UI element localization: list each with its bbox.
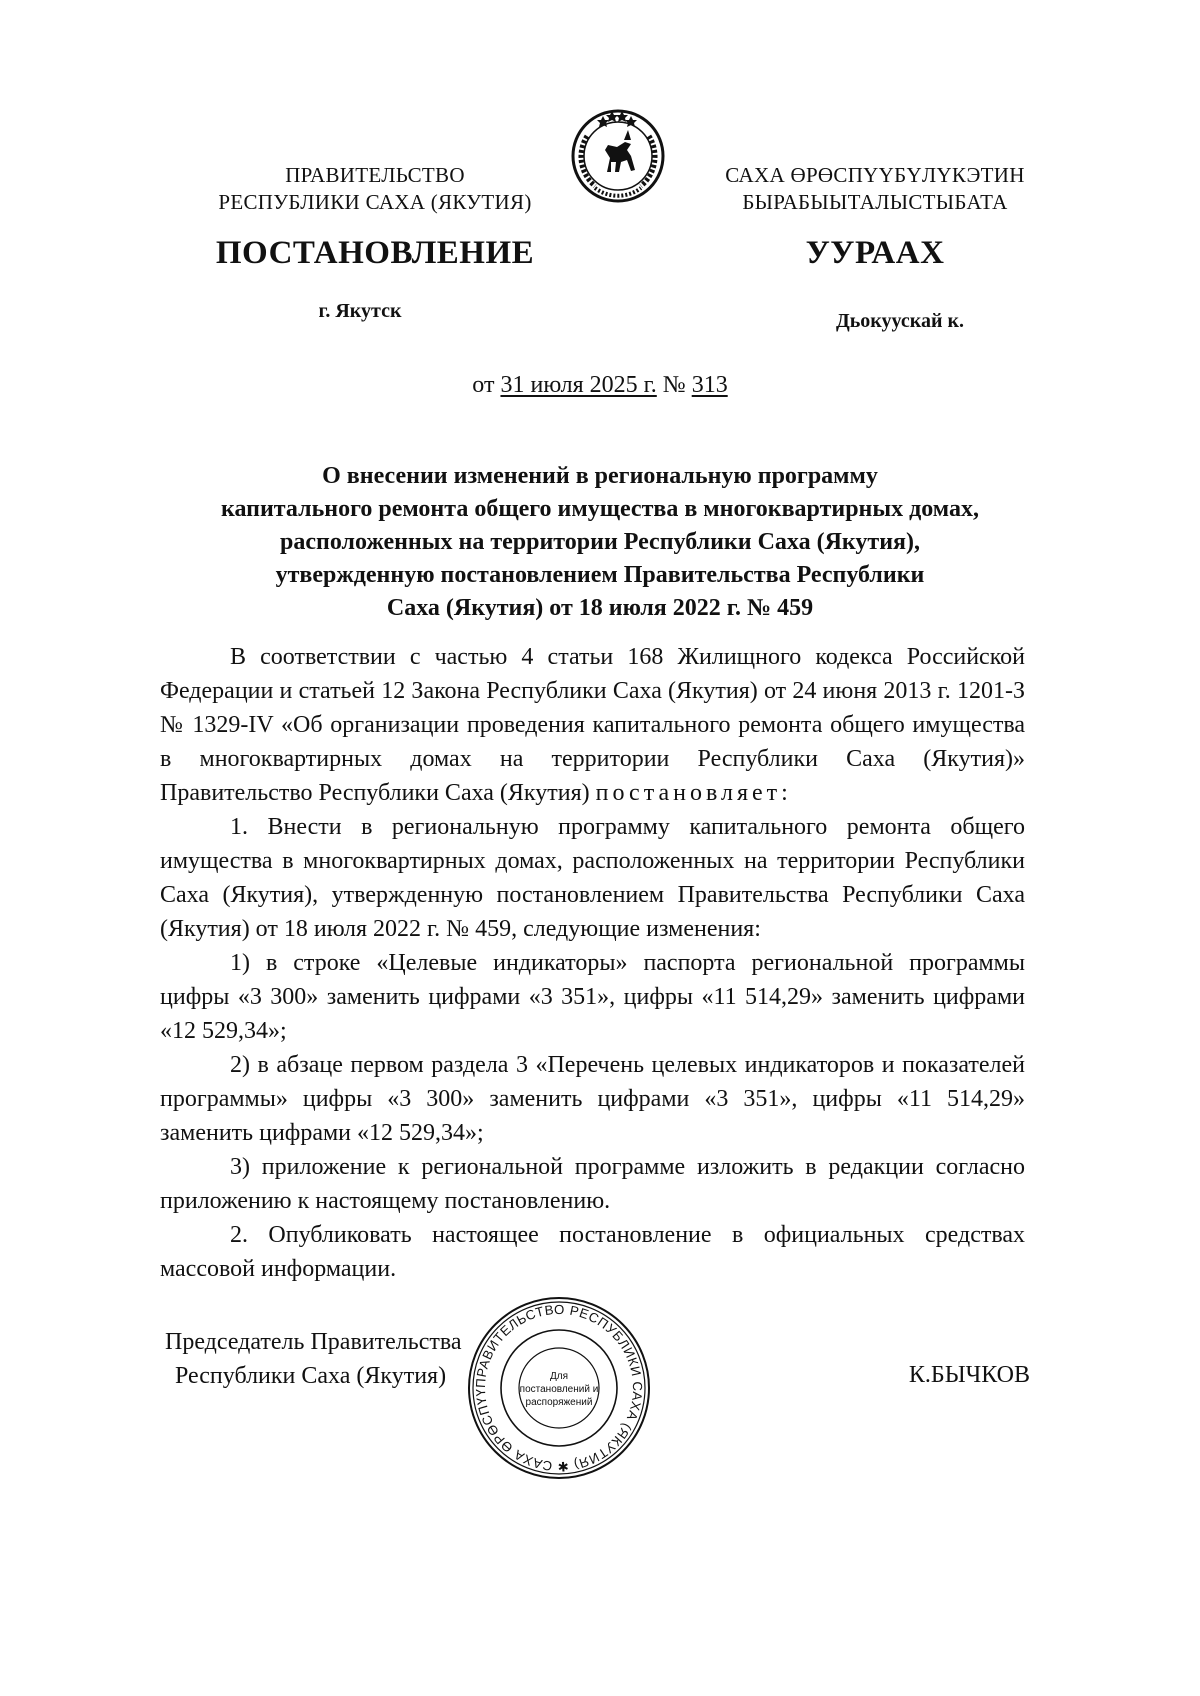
org-name-sakha-line2: БЫРАБЫЫТАЛЫСТЫБАТА: [742, 190, 1008, 214]
stamp-outer-text: ПРАВИТЕЛЬСТВО РЕСПУБЛИКИ САХА (ЯКУТИЯ) ✱ САХА ӨРӨСПҮҮ: [472, 1301, 646, 1475]
item-1-3: 3) приложение к региональной программе изложить в редакции согласно приложению к настоящему постановлению.: [160, 1154, 1025, 1214]
document-title: [160, 460, 1040, 625]
signatory-position-line2: Республики Саха (Якутия): [175, 1363, 447, 1389]
stamp-inner-line3: распоряжений: [525, 1397, 593, 1408]
preamble-text: В соответствии с частью 4 статьи 168 Жилищного кодекса Российской Федерации и статьей 12 Закона Республики Саха (Якутия) от 24 июня 2013 г. 1201-З № 1329-IV «Об организации проведения капитального ремонта общего имущества в многоквартирных домах на территории Республики Саха (Якутия)» Правительство Республики Саха (Якутия): [160, 644, 1025, 806]
org-name-russian: [165, 162, 585, 216]
org-name-sakha-line1: САХА ӨРӨСПҮҮБҮЛҮКЭТИН: [725, 163, 1025, 187]
doc-type-russian: ПОСТАНОВЛЕНИЕ: [215, 235, 535, 271]
document-number: 313: [691, 372, 728, 398]
title-line: капитального ремонта общего имущества в многоквартирных домах,: [221, 496, 979, 522]
preamble-paragraph: [160, 640, 1025, 810]
org-name-russian-line1: ПРАВИТЕЛЬСТВО: [285, 163, 465, 187]
official-stamp-icon: [466, 1295, 652, 1481]
doc-type-sakha: УУРААХ: [805, 235, 945, 271]
org-name-russian-line2: РЕСПУБЛИКИ САХА (ЯКУТИЯ): [218, 190, 532, 214]
city-sakha: Дьокуускай к.: [835, 310, 965, 332]
city-russian: г. Якутск: [318, 300, 402, 322]
decree-word: постановляет:: [595, 780, 792, 806]
item-1: 1. Внести в региональную программу капитального ремонта общего имущества в многоквартирных домах, расположенных на территории Республики Саха (Якутия), утвержденную постановлением Правительства Республики Саха (Якутия) от 18 июля 2022 г. № 459, следующие изменения:: [160, 814, 1025, 942]
document-date: 31 июля 2025 г.: [500, 372, 657, 398]
date-number-line: [160, 372, 1040, 399]
signatory-position-line1: Председатель Правительства: [165, 1329, 462, 1355]
title-line: утвержденную постановлением Правительства Республики: [275, 562, 925, 588]
item-1-2: 2) в абзаце первом раздела 3 «Перечень целевых индикаторов и показателей программы» цифры «3 300» заменить цифрами «3 351», цифры «11 514,29» заменить цифрами «12 529,34»;: [160, 1052, 1025, 1146]
title-line: О внесении изменений в региональную программу: [322, 463, 878, 489]
signatory-name: К.БЫЧКОВ: [908, 1362, 1030, 1388]
stamp-inner-line2: постановлений и: [519, 1384, 599, 1395]
number-sign: №: [656, 372, 692, 398]
coat-of-arms-icon: [565, 100, 671, 204]
signatory-position: [165, 1325, 495, 1393]
org-name-sakha: [680, 162, 1070, 216]
title-line: Саха (Якутия) от 18 июля 2022 г. № 459: [386, 595, 814, 621]
title-line: расположенных на территории Республики Саха (Якутия),: [279, 529, 920, 555]
stamp-inner-line1: Для: [549, 1371, 569, 1382]
document-body: [160, 640, 1025, 1286]
item-2: 2. Опубликовать настоящее постановление в официальных средствах массовой информации.: [160, 1222, 1025, 1282]
item-1-1: 1) в строке «Целевые индикаторы» паспорта региональной программы цифры «3 300» заменить цифрами «3 351», цифры «11 514,29» заменить цифрами «12 529,34»;: [160, 950, 1025, 1044]
date-prefix: от: [472, 372, 501, 398]
